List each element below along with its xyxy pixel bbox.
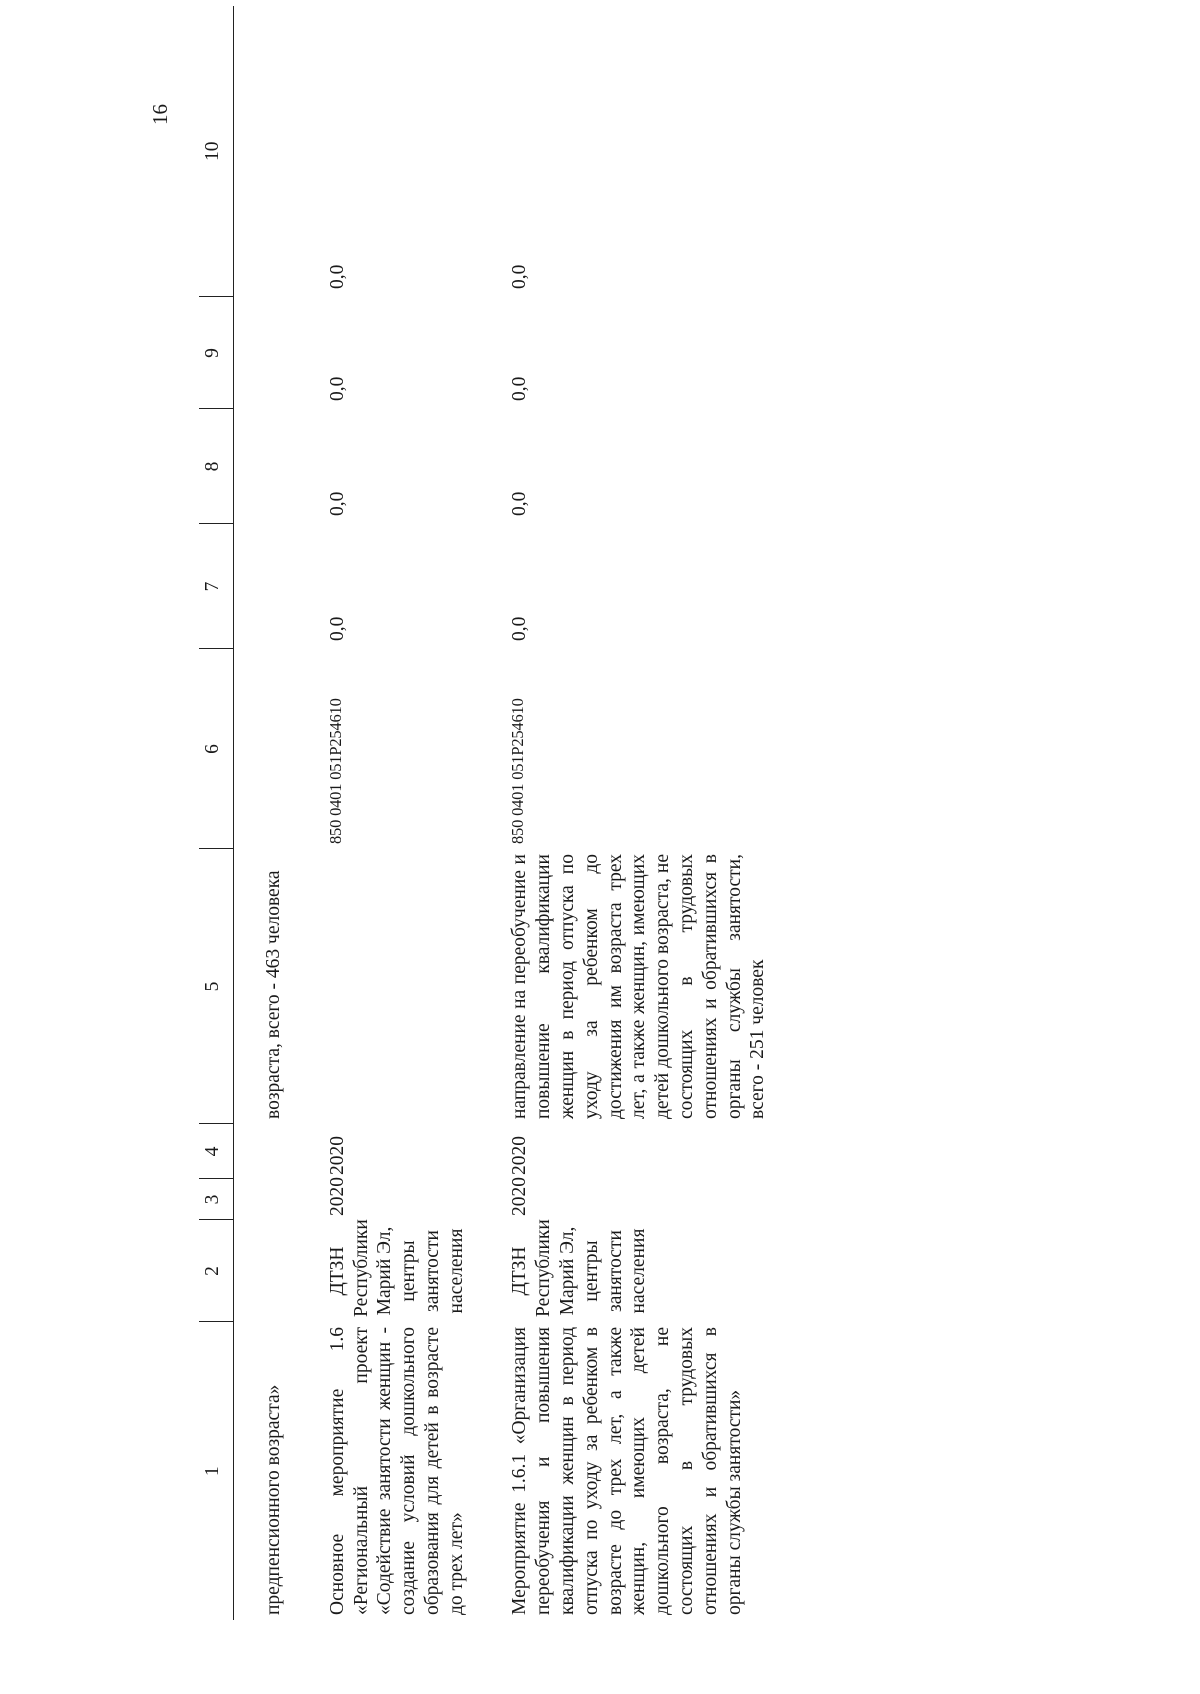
column-header: 9 bbox=[199, 297, 234, 409]
column-header: 10 bbox=[199, 6, 234, 297]
cell-end-year: 2020 bbox=[326, 1136, 348, 1175]
cell-budget-code bbox=[262, 649, 286, 849]
table-row bbox=[262, 6, 286, 1620]
column-number-row bbox=[199, 6, 234, 1620]
column-header: 2 bbox=[199, 1220, 234, 1322]
cell-value-8: 0,0 bbox=[326, 491, 348, 516]
cell-value-8: 0,0 bbox=[509, 491, 531, 516]
cell-executor: ДТЗН Республики Марий Эл, центры занятости населения bbox=[509, 1219, 650, 1317]
cell-value-7 bbox=[262, 524, 286, 649]
column-header: 3 bbox=[199, 1179, 234, 1220]
cell-start-year: 2020 bbox=[326, 1177, 348, 1216]
cell-value-10 bbox=[262, 6, 286, 297]
column-header: 7 bbox=[199, 524, 234, 649]
column-header: 8 bbox=[199, 409, 234, 524]
cell-result: направление на переобучение и повышение квалификации женщин в период отпуска по уходу за ребенком до достижения им возраста трех лет, а также женщин, имеющих детей дошкольного возраста, не состоящих в трудовых отношениях и обратившихся в органы службы занятости, всего - 251 человек bbox=[509, 854, 769, 1119]
cell-value-10: 0,0 bbox=[509, 264, 531, 289]
cell-executor bbox=[262, 1220, 286, 1322]
cell-executor: ДТЗН Республики Марий Эл, центры занятости населения bbox=[326, 1219, 467, 1317]
cell-end-year bbox=[262, 1124, 286, 1179]
column-header: 1 bbox=[199, 1322, 234, 1620]
cell-value-10: 0,0 bbox=[326, 264, 348, 289]
cell-value-9: 0,0 bbox=[509, 376, 531, 401]
cell-value-8 bbox=[262, 409, 286, 524]
column-header: 6 bbox=[199, 649, 234, 849]
column-header: 4 bbox=[199, 1124, 234, 1179]
cell-event-name: Мероприятие 1.6.1 «Организация переобучения и повышения квалификации женщин в период отпуска по уходу за ребенком в возрасте до трех лет, а также женщин, имеющих детей дошкольного возраста, не состоящих в трудовых отношениях и обратившихся в органы службы занятости» bbox=[509, 1327, 745, 1615]
cell-value-7: 0,0 bbox=[326, 616, 348, 641]
column-header: 5 bbox=[199, 849, 234, 1124]
cell-result bbox=[326, 849, 469, 1124]
program-table bbox=[199, 6, 770, 1620]
table-row bbox=[326, 6, 469, 1620]
cell-start-year bbox=[262, 1179, 286, 1220]
cell-budget-code: 850 0401 051P254610 bbox=[325, 698, 345, 844]
cell-value-7: 0,0 bbox=[509, 616, 531, 641]
cell-end-year: 2020 bbox=[509, 1136, 531, 1175]
cell-start-year: 2020 bbox=[509, 1177, 531, 1216]
cell-value-9: 0,0 bbox=[326, 376, 348, 401]
cell-value-9 bbox=[262, 297, 286, 409]
cell-event-name: предпенсионного возраста» bbox=[263, 1384, 284, 1615]
table-row bbox=[508, 6, 770, 1620]
cell-event-name: Основное мероприятие 1.6 «Региональный проект «Содействие занятости женщин - создание условий дошкольного образования для детей в возрасте до трех лет» bbox=[326, 1327, 467, 1615]
page-number: 16 bbox=[148, 104, 172, 125]
cell-result: возраста, всего - 463 человека bbox=[263, 870, 284, 1119]
document-table-rotated bbox=[199, 6, 1200, 1620]
cell-budget-code: 850 0401 051P254610 bbox=[508, 698, 528, 844]
